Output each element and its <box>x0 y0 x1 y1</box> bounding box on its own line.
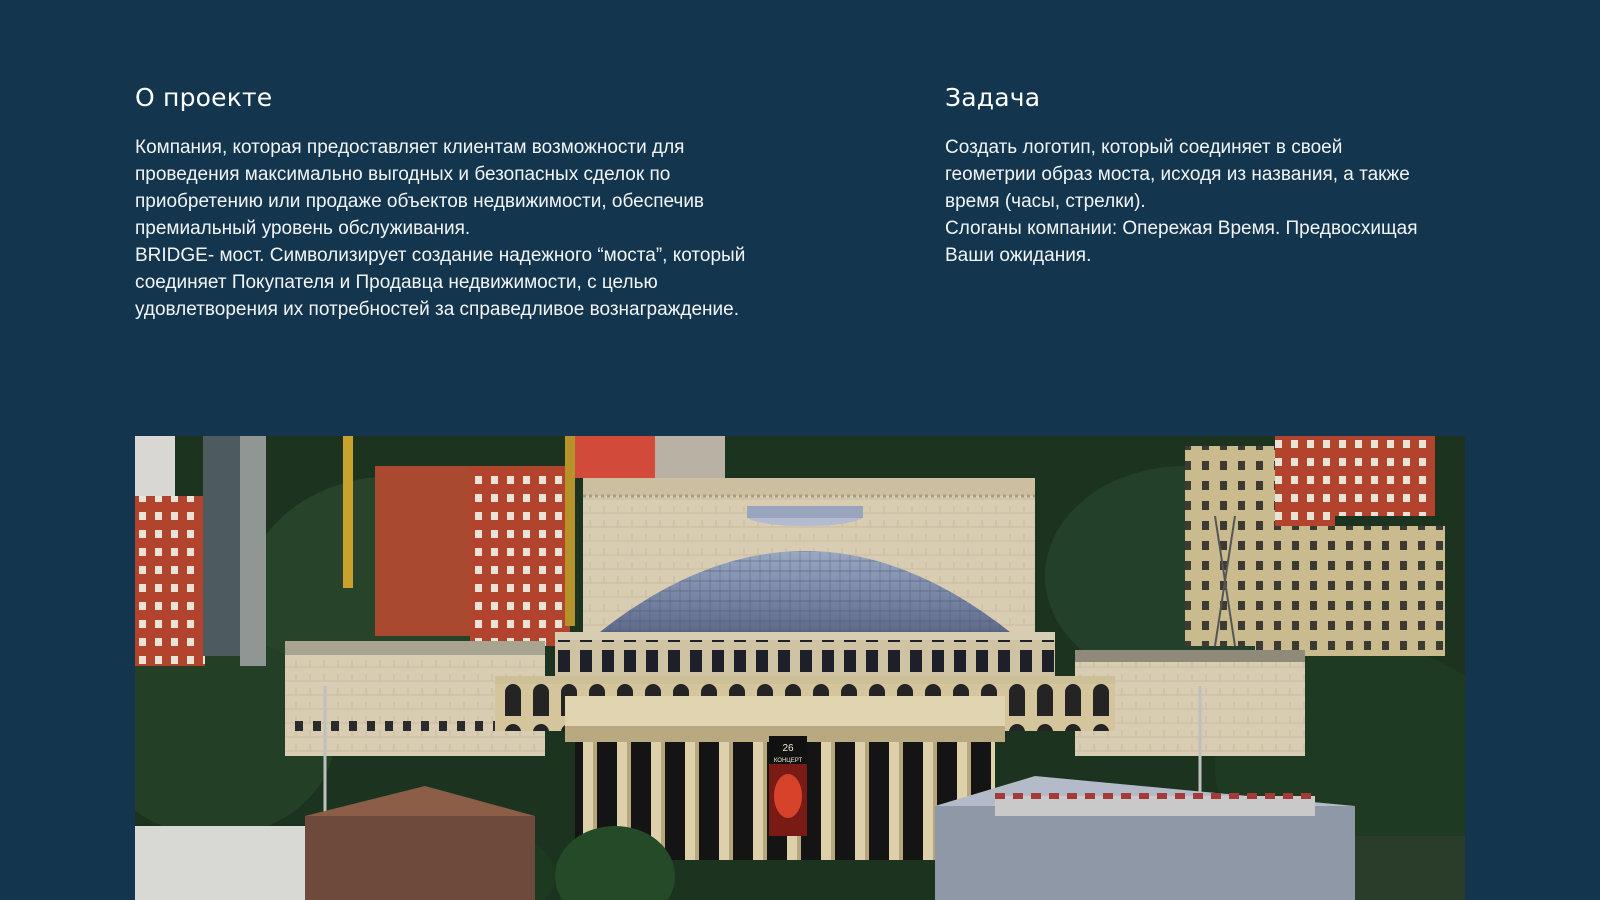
portico-pediment <box>565 696 1005 726</box>
banner-number: 26 <box>782 743 794 754</box>
building-left-red <box>135 496 205 666</box>
theater-drum <box>555 636 1055 676</box>
about-text-line: удовлетворения их потребностей за справедливое вознаграждение. <box>135 299 739 320</box>
task-section <box>945 80 1485 269</box>
building-red-center <box>375 466 470 636</box>
about-text-line: проведения максимально выгодных и безопасных сделок по <box>135 164 671 185</box>
task-text-line: геометрии образ моста, исходя из названия, а также <box>945 164 1410 185</box>
about-text-line: Компания, которая предоставляет клиентам возможности для <box>135 137 685 158</box>
crane-center <box>565 436 575 626</box>
opera-house-photo <box>135 436 1465 900</box>
building-right-red <box>1335 436 1435 516</box>
roof-right-grey <box>935 806 1355 900</box>
about-text-line: BRIDGE- мост. Символизирует создание надежного “моста”, который <box>135 245 746 266</box>
roof-left-white <box>135 826 305 900</box>
about-text-line: премиальный уровень обслуживания. <box>135 218 471 239</box>
roof-left-brown <box>305 816 535 900</box>
task-text <box>945 134 1485 269</box>
crane-left <box>343 436 353 588</box>
opera-house-illustration <box>135 436 1465 900</box>
about-text-line: соединяет Покупателя и Продавца недвижимости, с целью <box>135 272 658 293</box>
about-heading: О проекте <box>135 83 273 112</box>
banner-title: КОНЦЕРТ <box>773 758 803 764</box>
task-text-line: Слоганы компании: Опережая Время. Предвосхищая <box>945 218 1418 239</box>
about-text <box>135 134 815 323</box>
about-text-line: приобретению или продаже объектов недвижимости, обеспечив <box>135 191 705 212</box>
about-section <box>135 80 815 323</box>
task-text-line: Создать логотип, который соединяет в своей <box>945 137 1343 158</box>
task-text-line: Ваши ожидания. <box>945 245 1092 266</box>
task-text-line: время (часы, стрелки). <box>945 191 1146 212</box>
task-heading: Задача <box>945 83 1041 112</box>
